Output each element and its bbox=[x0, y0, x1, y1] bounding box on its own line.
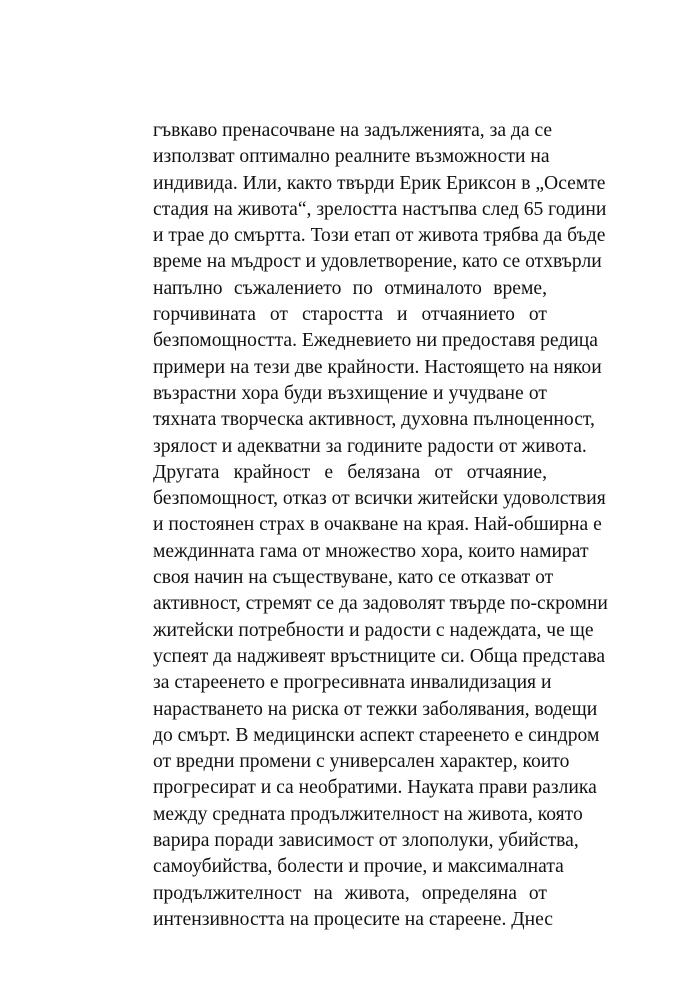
text-line: интензивността на процесите на стареене. Днес bbox=[153, 908, 553, 930]
text-line: горчивината от старостта и отчаянието от bbox=[153, 304, 547, 326]
text-line: и постоянен страх в очакване на края. Най-обширна е bbox=[153, 514, 602, 536]
text-line: активност, стремят се да задоволят твърде по-скромни bbox=[153, 593, 608, 615]
text-line: варира поради зависимост от злополуки, убийства, bbox=[153, 830, 579, 852]
text-line: примери на тези две крайности. Настоящето на някои bbox=[153, 356, 602, 378]
text-line: успеят да надживеят връстниците си. Обща представа bbox=[153, 645, 606, 667]
text-line: безпомощност, отказ от всички житейски удоволствия bbox=[153, 488, 606, 510]
text-line: между средната продължителност на живота, която bbox=[153, 803, 583, 825]
text-line: възрастни хора буди възхищение и учудване от bbox=[153, 382, 547, 404]
text-line: за стареенето е прогресивната инвалидизация и bbox=[153, 672, 552, 694]
text-line: своя начин на съществуване, като се отказват от bbox=[153, 567, 554, 589]
text-line: продължителност на живота, определяна от bbox=[153, 882, 547, 904]
text-line: стадия на живота“, зрелостта настъпва след 65 години bbox=[153, 198, 607, 220]
text-line: нарастването на риска от тежки заболявания, водещи bbox=[153, 698, 598, 720]
text-line: безпомощността. Ежедневието ни предоставя редица bbox=[153, 330, 598, 352]
text-line: до смърт. В медицински аспект стареенето е синдром bbox=[153, 724, 600, 746]
text-line: от вредни промени с универсален характер, които bbox=[153, 751, 570, 773]
text-line: Другата крайност е белязана от отчаяние, bbox=[153, 461, 547, 483]
text-line: самоубийства, болести и прочие, и максималната bbox=[153, 856, 564, 878]
text-line: житейски потребности и радости с надеждата, че ще bbox=[153, 619, 594, 641]
body-text bbox=[153, 118, 608, 933]
text-line: зрялост и адекватни за годините радости от живота. bbox=[153, 435, 587, 457]
text-line: използват оптимално реалните възможности на bbox=[153, 146, 550, 168]
text-line: напълно съжалението по отминалото време, bbox=[153, 277, 547, 299]
text-line: тяхната творческа активност, духовна пълноценност, bbox=[153, 409, 595, 431]
text-line: индивида. Или, както твърди Ерик Ериксон в „Осемте bbox=[153, 172, 606, 194]
text-line: междинната гама от множество хора, които намират bbox=[153, 540, 589, 562]
text-line: прогресират и са необратими. Науката прави разлика bbox=[153, 777, 597, 799]
text-line: и трае до смъртта. Този етап от живота трябва да бъде bbox=[153, 225, 606, 247]
text-line: гъвкаво пренасочване на задълженията, за да се bbox=[153, 120, 553, 141]
text-line: време на мъдрост и удовлетворение, като се отхвърли bbox=[153, 251, 602, 273]
